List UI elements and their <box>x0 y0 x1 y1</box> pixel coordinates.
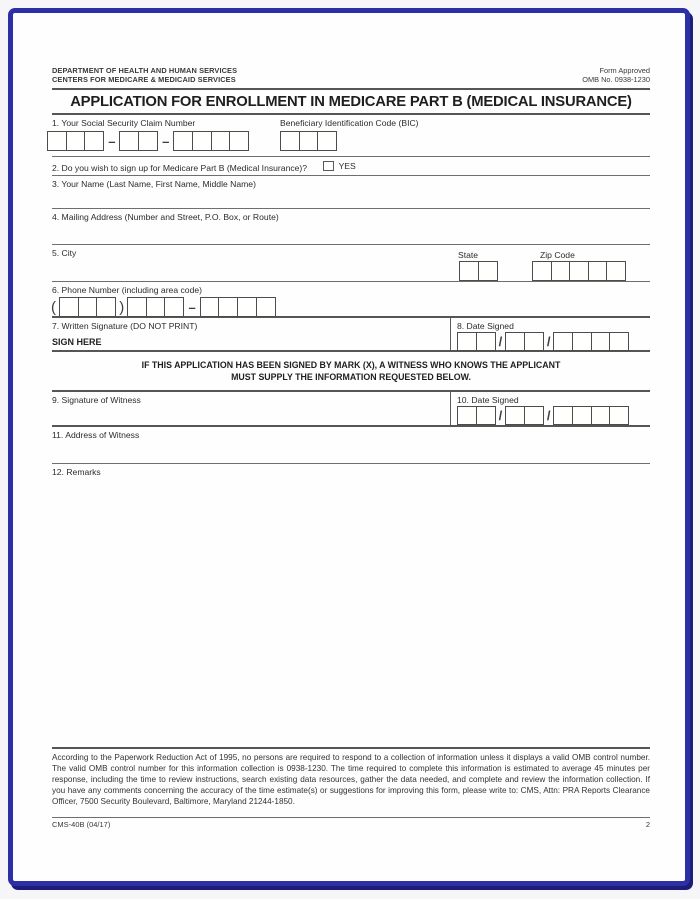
signature-date-box <box>52 316 650 352</box>
ssn-boxes <box>47 131 249 151</box>
entry-cell[interactable] <box>119 131 139 151</box>
witness-address-input-area[interactable] <box>52 440 650 460</box>
date-day-group <box>505 332 544 351</box>
entry-cell[interactable] <box>299 131 319 151</box>
slash-separator: / <box>498 408 503 423</box>
entry-cell[interactable] <box>591 332 611 351</box>
ssn-label: 1. Your Social Security Claim Number <box>52 118 196 128</box>
entry-cell[interactable] <box>66 131 86 151</box>
state-boxes <box>459 261 498 281</box>
entry-cell[interactable] <box>524 332 544 351</box>
field-written-signature <box>52 318 450 350</box>
bic-group <box>280 131 337 151</box>
page-number: 2 <box>645 820 650 829</box>
entry-cell[interactable] <box>96 297 116 317</box>
field-ssn-section <box>52 115 650 156</box>
entry-cell[interactable] <box>164 297 184 317</box>
slash-separator: / <box>546 408 551 423</box>
entry-cell[interactable] <box>553 406 573 425</box>
entry-cell[interactable] <box>59 297 79 317</box>
date-day-group <box>505 406 544 425</box>
ssn-mid-group <box>119 131 158 151</box>
open-paren: ( <box>51 298 56 316</box>
agency-header <box>52 66 650 88</box>
bic-label: Beneficiary Identification Code (BIC) <box>280 118 419 128</box>
entry-cell[interactable] <box>457 332 477 351</box>
entry-cell[interactable] <box>572 406 592 425</box>
entry-cell[interactable] <box>476 332 496 351</box>
entry-cell[interactable] <box>317 131 337 151</box>
phone-area-group <box>59 297 116 317</box>
entry-cell[interactable] <box>138 131 158 151</box>
entry-cell[interactable] <box>192 131 212 151</box>
field-witness-signature <box>52 392 450 425</box>
entry-cell[interactable] <box>609 406 629 425</box>
entry-cell[interactable] <box>459 261 479 281</box>
entry-cell[interactable] <box>505 332 525 351</box>
remarks-label: 12. Remarks <box>52 467 101 477</box>
agency-name <box>52 66 237 84</box>
entry-cell[interactable] <box>569 261 589 281</box>
entry-cell[interactable] <box>606 261 626 281</box>
entry-cell[interactable] <box>84 131 104 151</box>
field-signup-question <box>52 157 650 175</box>
phone-label: 6. Phone Number (including area code) <box>52 285 203 295</box>
ssn-area-group <box>47 131 104 151</box>
field-witness-date-signed <box>450 392 650 425</box>
dash-separator: – <box>108 133 116 149</box>
entry-cell[interactable] <box>532 261 552 281</box>
state-group <box>459 261 498 281</box>
entry-cell[interactable] <box>591 406 611 425</box>
omb-approval <box>582 66 650 84</box>
entry-cell[interactable] <box>127 297 147 317</box>
form-approved-label: Form Approved <box>599 66 650 75</box>
slash-separator: / <box>498 334 503 349</box>
witness-signature-input-area[interactable] <box>52 405 450 423</box>
field-date-signed <box>450 318 650 350</box>
entry-cell[interactable] <box>229 131 249 151</box>
form-content <box>13 13 685 881</box>
witness-notice <box>52 352 650 390</box>
field-mailing-address <box>52 209 650 244</box>
zip-label: Zip Code <box>540 250 575 260</box>
entry-cell[interactable] <box>280 131 300 151</box>
zip-group <box>532 261 626 281</box>
entry-cell[interactable] <box>476 406 496 425</box>
mailing-address-input-area[interactable] <box>52 222 650 240</box>
written-signature-label: 7. Written Signature (DO NOT PRINT) <box>52 321 198 331</box>
date-signed-label: 8. Date Signed <box>457 321 514 331</box>
ssn-column <box>52 115 280 156</box>
entry-cell[interactable] <box>256 297 276 317</box>
paperwork-reduction-act-statement: According to the Paperwork Reduction Act of 1995, no persons are required to respond to a collection of information unless it displays a valid OMB control number. The valid OMB control number for this information collection is 0938-1230. The time required to complete this information is estimated to average 45 minutes per response, including the time to review instructions, search existing data resources, gather the data needed, and complete and review the information collection. If you have any comments concerning the accuracy of the time estimate(s) or suggestions for improving this form, please write to: CMS, Attn: PRA Reports Clearance Officer, 7500 Security Boulevard, Baltimore, Maryland 21244-1850. <box>52 753 650 806</box>
witness-signature-label: 9. Signature of Witness <box>52 395 141 405</box>
entry-cell[interactable] <box>609 332 629 351</box>
dept-line2: CENTERS FOR MEDICARE & MEDICAID SERVICES <box>52 75 236 84</box>
entry-cell[interactable] <box>200 297 220 317</box>
witness-date-signed-label: 10. Date Signed <box>457 395 519 405</box>
date-month-group <box>457 332 496 351</box>
phone-prefix-group <box>127 297 184 317</box>
entry-cell[interactable] <box>553 332 573 351</box>
mailing-address-label: 4. Mailing Address (Number and Street, P.O. Box, or Route) <box>52 212 279 222</box>
name-input-area[interactable] <box>52 189 650 207</box>
entry-cell[interactable] <box>146 297 166 317</box>
close-paren: ) <box>119 298 125 316</box>
remarks-input-area[interactable] <box>52 477 650 742</box>
page-footer <box>52 818 650 830</box>
field-name <box>52 176 650 208</box>
witness-notice-line2: MUST SUPPLY THE INFORMATION REQUESTED BELOW. <box>231 371 471 382</box>
entry-cell[interactable] <box>47 131 67 151</box>
form-number: CMS-40B (04/17) <box>52 820 111 829</box>
signup-question-label: 2. Do you wish to sign up for Medicare Part B (Medical Insurance)? <box>52 162 308 173</box>
dash-separator: – <box>162 133 170 149</box>
date-year-group <box>553 406 629 425</box>
yes-checkbox[interactable] <box>323 161 334 172</box>
entry-cell[interactable] <box>505 406 525 425</box>
entry-cell[interactable] <box>237 297 257 317</box>
date-month-group <box>457 406 496 425</box>
phone-boxes <box>48 297 276 317</box>
dash-separator: – <box>188 299 196 315</box>
date-year-group <box>553 332 629 351</box>
dept-line1: DEPARTMENT OF HEALTH AND HUMAN SERVICES <box>52 66 238 75</box>
entry-cell[interactable] <box>211 131 231 151</box>
omb-number: OMB No. 0938-1230 <box>582 75 650 84</box>
witness-address-label: 11. Address of Witness <box>52 430 140 440</box>
entry-cell[interactable] <box>478 261 498 281</box>
bic-column <box>280 115 419 156</box>
entry-cell[interactable] <box>572 332 592 351</box>
slash-separator: / <box>546 334 551 349</box>
zip-boxes <box>532 261 626 281</box>
date-signed-boxes <box>457 332 629 351</box>
yes-label: YES <box>338 161 356 171</box>
witness-notice-line1: IF THIS APPLICATION HAS BEEN SIGNED BY MARK (X), A WITNESS WHO KNOWS THE APPLICANT <box>141 360 561 370</box>
entry-cell[interactable] <box>457 406 477 425</box>
phone-line-group <box>200 297 276 317</box>
witness-date-signed-boxes <box>457 406 629 425</box>
entry-cell[interactable] <box>173 131 193 151</box>
field-witness-address <box>52 427 650 463</box>
form-title: APPLICATION FOR ENROLLMENT IN MEDICARE PART B (MEDICAL INSURANCE) <box>70 93 632 110</box>
bic-boxes <box>280 131 337 151</box>
state-label: State <box>458 250 479 260</box>
witness-signature-date-box <box>52 390 650 427</box>
city-label: 5. City <box>52 248 77 258</box>
field-phone <box>52 282 650 316</box>
sign-here-label: SIGN HERE <box>52 337 102 347</box>
entry-cell[interactable] <box>588 261 608 281</box>
field-remarks <box>52 464 650 747</box>
name-label: 3. Your Name (Last Name, First Name, Middle Name) <box>52 179 256 189</box>
entry-cell[interactable] <box>78 297 98 317</box>
form-page <box>8 8 690 886</box>
field-city-state-zip <box>52 245 650 281</box>
entry-cell[interactable] <box>551 261 571 281</box>
entry-cell[interactable] <box>524 406 544 425</box>
ssn-serial-group <box>173 131 249 151</box>
entry-cell[interactable] <box>218 297 238 317</box>
